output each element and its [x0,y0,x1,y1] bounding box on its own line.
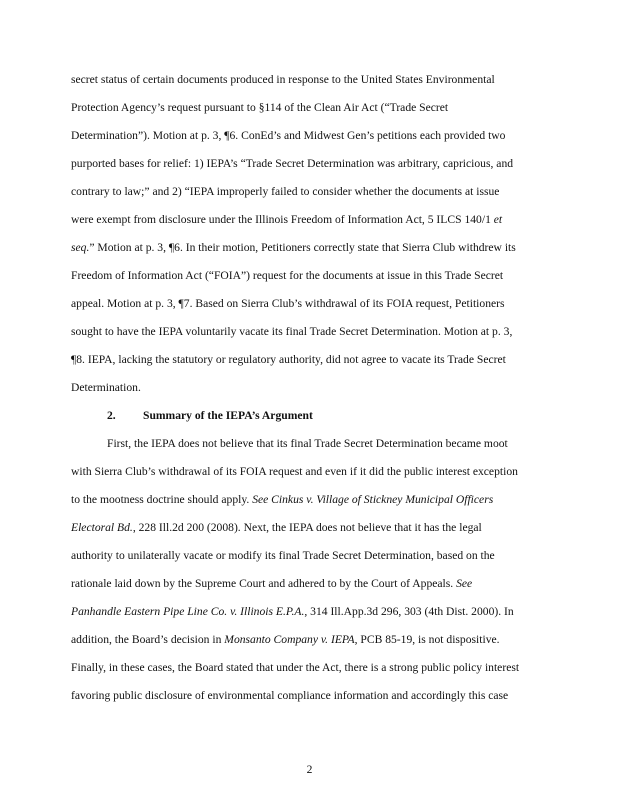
paragraph-line [71,213,551,227]
section-title: Summary of the IEPA’s Argument [143,409,313,422]
paragraph-line: Determination”). Motion at p. 3, ¶6. ConEd’s and Midwest Gen’s petitions each provided two [71,129,506,142]
paragraph-line [71,493,551,507]
citation-italic: See [456,577,473,590]
paragraph-line: ¶8. IEPA, lacking the statutory or regulatory authority, did not agree to vacate its Trade Secret [71,353,506,366]
paragraph-line: Protection Agency’s request pursuant to §114 of the Clean Air Act (“Trade Secret [71,101,449,114]
citation-italic: See Cinkus v. Village of Stickney Municipal Officers [252,493,494,506]
citation-italic: Panhandle Eastern Pipe Line Co. v. Illinois E.P.A. [71,605,305,618]
page-number: 2 [306,763,313,776]
paragraph-line: secret status of certain documents produced in response to the United States Environmental [71,73,495,86]
text-run: , PCB 85-19, is not dispositive. [354,633,500,646]
paragraph-line: Determination. [71,381,141,394]
text-run: addition, the Board’s decision in [71,633,225,646]
paragraph-line: appeal. Motion at p. 3, ¶7. Based on Sierra Club’s withdrawal of its FOIA request, Petitioners [71,297,505,310]
text-run-italic: seq. [71,241,90,254]
paragraph-line: authority to unilaterally vacate or modify its final Trade Secret Determination, based on the [71,549,495,562]
text-run: , 314 Ill.App.3d 296, 303 (4th Dist. 2000). In [304,605,514,618]
paragraph-line: favoring public disclosure of environmental compliance information and accordingly this case [71,689,509,702]
paragraph-line [71,633,551,647]
paragraph-line [71,241,551,255]
paragraph-line: First, the IEPA does not believe that its final Trade Secret Determination became moot [107,437,508,450]
citation-italic: Monsanto Company v. IEPA [224,633,355,646]
paragraph-line [71,605,551,619]
paragraph-line: sought to have the IEPA voluntarily vacate its final Trade Secret Determination. Motion at p. 3, [71,325,513,338]
text-run: ” Motion at p. 3, ¶6. In their motion, Petitioners correctly state that Sierra Club withdrew its [89,241,516,254]
paragraph-line: with Sierra Club’s withdrawal of its FOIA request and even if it did the public interest exception [71,465,518,478]
section-number: 2. [107,409,116,422]
paragraph-line: purported bases for relief: 1) IEPA’s “Trade Secret Determination was arbitrary, capricious, and [71,157,514,170]
paragraph-line [71,577,551,591]
paragraph-line: contrary to law;” and 2) “IEPA improperly failed to consider whether the documents at issue [71,185,500,198]
text-run: to the mootness doctrine should apply. [71,493,253,506]
paragraph-line [71,521,551,535]
paragraph-line: Finally, in these cases, the Board stated that under the Act, there is a strong public policy interest [71,661,520,674]
paragraph-line: Freedom of Information Act (“FOIA”) request for the documents at issue in this Trade Secret [71,269,504,282]
text-run: rationale laid down by the Supreme Court and adhered to by the Court of Appeals. [71,577,457,590]
text-run: , 228 Ill.2d 200 (2008). Next, the IEPA does not believe that it has the legal [132,521,482,534]
text-run-italic: et [493,213,503,226]
citation-italic: Electoral Bd. [71,521,133,534]
text-run: were exempt from disclosure under the Illinois Freedom of Information Act, 5 ILCS 140/1 [71,213,494,226]
